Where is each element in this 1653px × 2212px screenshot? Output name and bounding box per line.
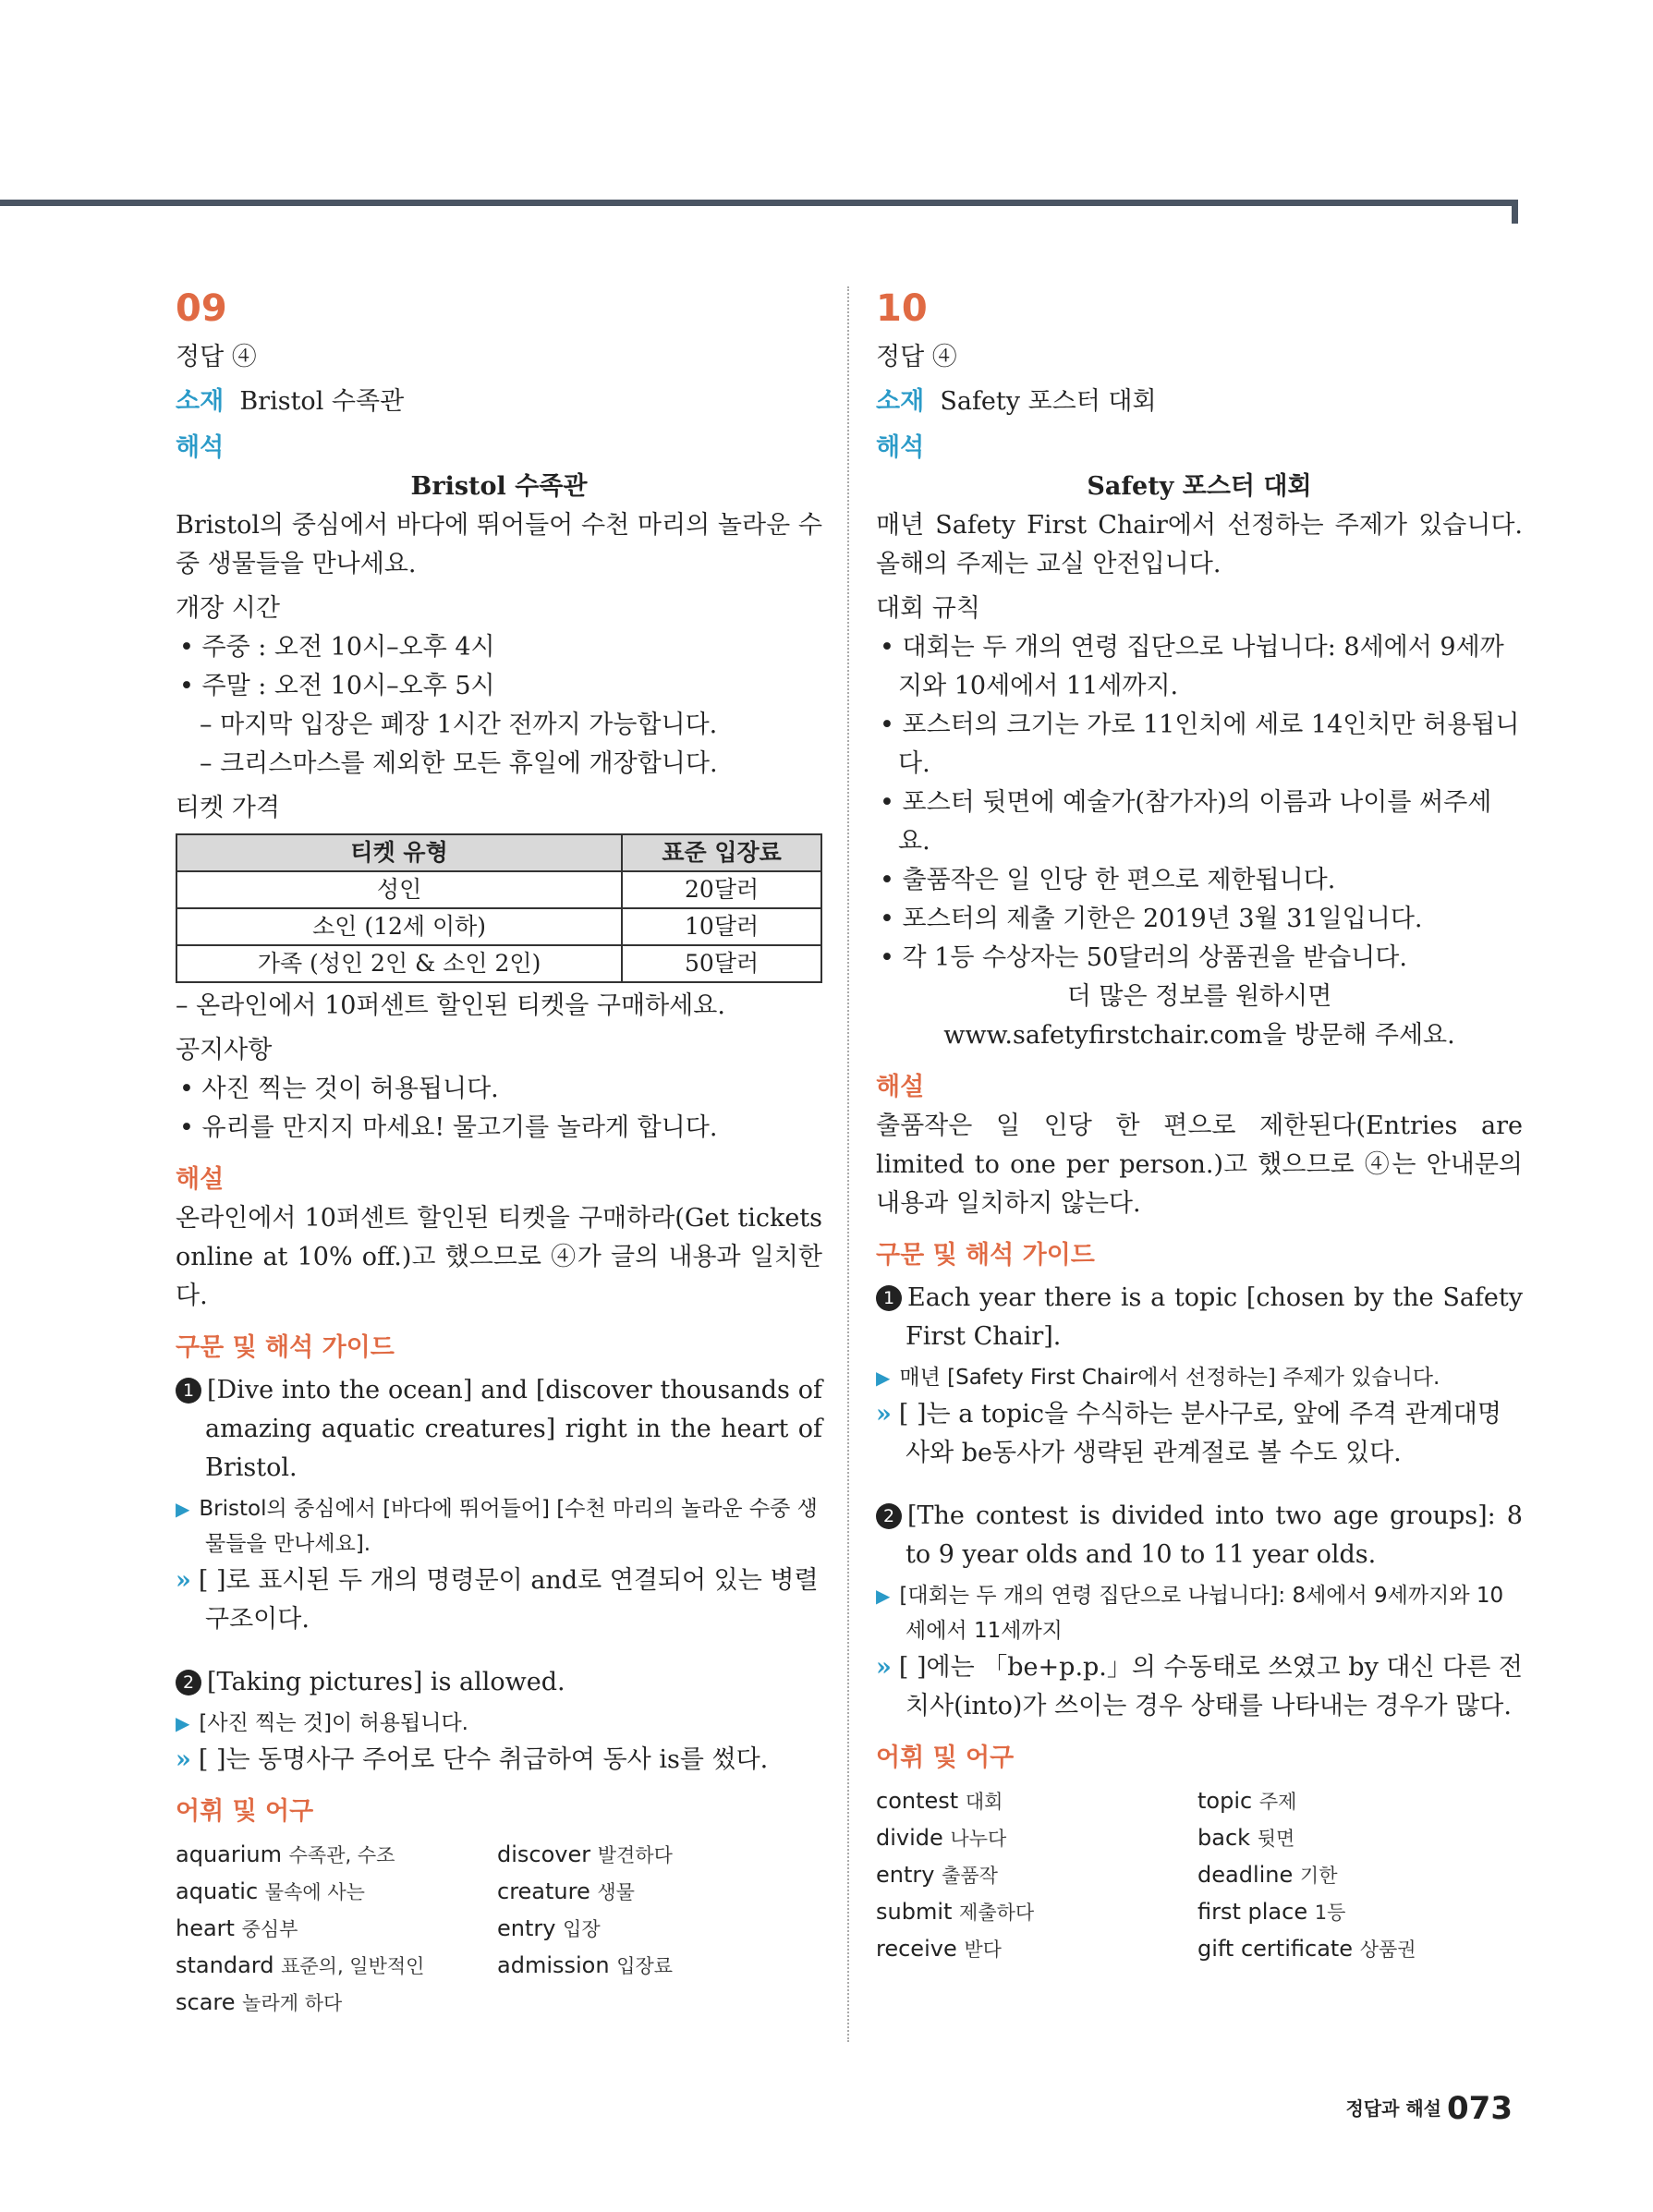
hours-heading: 개장 시간 — [176, 594, 280, 623]
table-header-row — [176, 834, 821, 871]
vocab-item: submit 제출하다 — [876, 1899, 1035, 1925]
vocab-item: gift certificate 상품권 — [1197, 1936, 1416, 1962]
vocab-item: scare 놀라게 하다 — [176, 1989, 343, 2015]
guide-note — [876, 1648, 1523, 1726]
vocab-item: aquatic 물속에 사는 — [176, 1878, 365, 1904]
rule-item: • 대회는 두 개의 연령 집단으로 나뉩니다: 8세에서 9세까지와 10세에서 11세까지. — [880, 633, 1504, 700]
doc-title: Safety 포스터 대회 — [1087, 472, 1312, 501]
price-heading: 티켓 가격 — [176, 794, 280, 822]
table-header-cell: 티켓 유형 — [176, 834, 622, 871]
guide-ko: [사진 찍는 것]이 허용됩니다. — [199, 1711, 468, 1735]
guide-note-text: [ ]에는 「be+p.p.」의 수동태로 쓰였고 by 대신 다른 전치사(into)가 쓰이는 경우 상태를 나타내는 경우가 많다. — [898, 1653, 1523, 1720]
number-2-icon: 2 — [876, 1503, 902, 1529]
guide-ko: [대회는 두 개의 연령 집단으로 나뉩니다]: 8세에서 9세까지와 10세에서 11세까지 — [899, 1584, 1504, 1643]
guide-sentence — [176, 1663, 822, 1702]
topic-line — [876, 383, 1523, 421]
intro-text: Bristol의 중심에서 바다에 뛰어들어 수천 마리의 놀라운 수중 생물들을 만나세요. — [176, 511, 822, 578]
guide-item-2 — [176, 1663, 822, 1780]
answer: 정답 ④ — [176, 343, 257, 371]
triangle-right-icon: ▶ — [176, 1712, 190, 1734]
discount-note: – 온라인에서 10퍼센트 할인된 티켓을 구매하세요. — [176, 991, 725, 1020]
guide-note-text: [ ]는 a topic을 수식하는 분사구로, 앞에 주격 관계대명사와 be동사가 생략된 관계절로 볼 수도 있다. — [898, 1400, 1501, 1467]
question-number: 10 — [876, 287, 928, 330]
guide-note — [176, 1562, 822, 1639]
table-row — [176, 945, 821, 982]
column-divider — [847, 286, 849, 2042]
vocab-item: divide 나누다 — [876, 1825, 1007, 1851]
table-cell: 10달러 — [622, 908, 821, 945]
topic-label: 소재 — [876, 387, 925, 416]
ticket-price-table — [176, 833, 822, 983]
notice-item: • 사진 찍는 것이 허용됩니다. — [179, 1075, 499, 1103]
page-number: 073 — [1447, 2090, 1513, 2127]
rule-item: • 출품작은 일 인당 한 편으로 제한됩니다. — [880, 866, 1336, 894]
number-1-icon: 1 — [876, 1285, 902, 1311]
table-row — [176, 908, 821, 945]
rule-item: • 포스터 뒷면에 예술가(참가자)의 이름과 나이를 써주세요. — [880, 788, 1492, 856]
vocab-label: 어휘 및 어구 — [176, 1797, 314, 1826]
triangle-right-icon: ▶ — [876, 1585, 891, 1607]
answer: 정답 ④ — [876, 343, 957, 371]
guide-ko: Bristol의 중심에서 [바다에 뛰어들어] [수천 마리의 놀라운 수중 생물들을 만나세요]. — [199, 1497, 818, 1556]
vocab-item: creature 생물 — [497, 1878, 635, 1904]
guide-translation — [876, 1360, 1523, 1395]
guide-label: 구문 및 해석 가이드 — [176, 1333, 395, 1362]
double-arrow-icon: » — [176, 1745, 191, 1774]
guide-sentence — [176, 1371, 822, 1488]
guide-sentence — [876, 1497, 1523, 1574]
guide-en: [Dive into the ocean] and [discover thousands of amazing aquatic creatures] right in the heart of Bristol. — [205, 1376, 822, 1482]
guide-sentence — [876, 1279, 1523, 1356]
explain-label: 해설 — [176, 1165, 225, 1194]
double-arrow-icon: » — [876, 1400, 892, 1428]
guide-note-text: [ ]는 동명사구 주어로 단수 취급하여 동사 is를 썼다. — [198, 1745, 769, 1774]
notice-heading: 공지사항 — [176, 1036, 273, 1064]
guide-note — [876, 1395, 1523, 1473]
hours-item: • 주중 : 오전 10시–오후 4시 — [179, 633, 495, 662]
guide-note — [176, 1741, 822, 1780]
guide-translation — [876, 1578, 1523, 1648]
explain-text: 출품작은 일 인당 한 편으로 제한된다(Entries are limited to one per person.)고 했으므로 ④는 안내문의 내용과 일치하지 않는다. — [876, 1112, 1523, 1218]
table-cell: 소인 (12세 이하) — [176, 908, 622, 945]
table-cell: 20달러 — [622, 871, 821, 908]
question-10-column — [876, 283, 1523, 1968]
vocab-item: entry 출품작 — [876, 1862, 998, 1888]
vocab-item: discover 발견하다 — [497, 1841, 673, 1867]
guide-label: 구문 및 해석 가이드 — [876, 1241, 1095, 1270]
guide-item-1 — [176, 1371, 822, 1639]
question-09-column — [176, 283, 822, 2022]
hours-note: – 크리스마스를 제외한 모든 휴일에 개장합니다. — [200, 749, 718, 778]
vocab-item: first place 1등 — [1197, 1899, 1346, 1925]
explain-text: 온라인에서 10퍼센트 할인된 티켓을 구매하라(Get tickets online at 10% off.)고 했으므로 ④가 글의 내용과 일치한다. — [176, 1204, 822, 1310]
translation-label: 해석 — [176, 433, 225, 462]
vocab-item: entry 입장 — [497, 1915, 601, 1941]
guide-item-2 — [876, 1497, 1523, 1726]
guide-ko: 매년 [Safety First Chair에서 선정하는] 주제가 있습니다. — [899, 1366, 1440, 1390]
page-footer — [1345, 2090, 1513, 2127]
table-cell: 성인 — [176, 871, 622, 908]
notice-item: • 유리를 만지지 마세요! 물고기를 놀라게 합니다. — [179, 1113, 718, 1142]
translation-label: 해석 — [876, 433, 925, 462]
topic-text: Bristol 수족관 — [239, 387, 405, 416]
vocab-item: receive 받다 — [876, 1936, 1002, 1962]
number-1-icon: 1 — [176, 1378, 201, 1404]
header-rule-tick — [1512, 200, 1518, 224]
rule-item: • 각 1등 수상자는 50달러의 상품권을 받습니다. — [880, 943, 1407, 972]
vocab-label: 어휘 및 어구 — [876, 1744, 1015, 1772]
doc-title: Bristol 수족관 — [410, 472, 588, 501]
guide-note-text: [ ]로 표시된 두 개의 명령문이 and로 연결되어 있는 병렬 구조이다. — [198, 1566, 819, 1634]
double-arrow-icon: » — [876, 1653, 892, 1682]
vocab-item: back 뒷면 — [1197, 1825, 1295, 1851]
table-header-cell: 표준 입장료 — [622, 834, 821, 871]
topic-label: 소재 — [176, 387, 225, 416]
rules-heading: 대회 규칙 — [876, 594, 980, 623]
vocab-item: contest 대회 — [876, 1788, 1003, 1814]
vocab-list — [176, 1837, 822, 2022]
vocab-item: topic 주제 — [1197, 1788, 1297, 1814]
website: www.safetyfirstchair.com을 방문해 주세요. — [943, 1021, 1455, 1050]
vocab-list — [876, 1783, 1523, 1968]
table-cell: 가족 (성인 2인 & 소인 2인) — [176, 945, 622, 982]
triangle-right-icon: ▶ — [176, 1498, 190, 1520]
question-number: 09 — [176, 287, 227, 330]
rule-item: • 포스터의 크기는 가로 11인치에 세로 14인치만 허용됩니다. — [880, 711, 1520, 778]
vocab-item: aquarium 수족관, 수조 — [176, 1841, 395, 1867]
explain-label: 해설 — [876, 1073, 925, 1101]
guide-translation — [176, 1706, 822, 1741]
topic-line — [176, 383, 822, 421]
vocab-item: heart 중심부 — [176, 1915, 298, 1941]
footer-label: 정답과 해설 — [1345, 2097, 1442, 2120]
vocab-item: deadline 기한 — [1197, 1862, 1338, 1888]
vocab-item: admission 입장료 — [497, 1952, 674, 1978]
guide-item-1 — [876, 1279, 1523, 1473]
topic-text: Safety 포스터 대회 — [940, 387, 1157, 416]
double-arrow-icon: » — [176, 1566, 191, 1595]
more-info: 더 많은 정보를 원하시면 — [1066, 982, 1332, 1011]
guide-en: [The contest is divided into two age groups]: 8 to 9 year olds and 10 to 11 year olds. — [906, 1501, 1523, 1569]
triangle-right-icon: ▶ — [876, 1367, 891, 1389]
table-cell: 50달러 — [622, 945, 821, 982]
guide-translation — [176, 1491, 822, 1562]
guide-en: [Taking pictures] is allowed. — [207, 1668, 565, 1696]
vocab-item: standard 표준의, 일반적인 — [176, 1952, 425, 1978]
guide-en: Each year there is a topic [chosen by the Safety First Chair]. — [906, 1283, 1523, 1351]
hours-note: – 마지막 입장은 폐장 1시간 전까지 가능합니다. — [200, 711, 718, 739]
header-rule — [0, 200, 1515, 206]
rule-item: • 포스터의 제출 기한은 2019년 3월 31일입니다. — [880, 905, 1423, 933]
number-2-icon: 2 — [176, 1670, 201, 1695]
hours-item: • 주말 : 오전 10시–오후 5시 — [179, 672, 495, 700]
table-row — [176, 871, 821, 908]
intro-text: 매년 Safety First Chair에서 선정하는 주제가 있습니다. 올해의 주제는 교실 안전입니다. — [876, 511, 1523, 578]
